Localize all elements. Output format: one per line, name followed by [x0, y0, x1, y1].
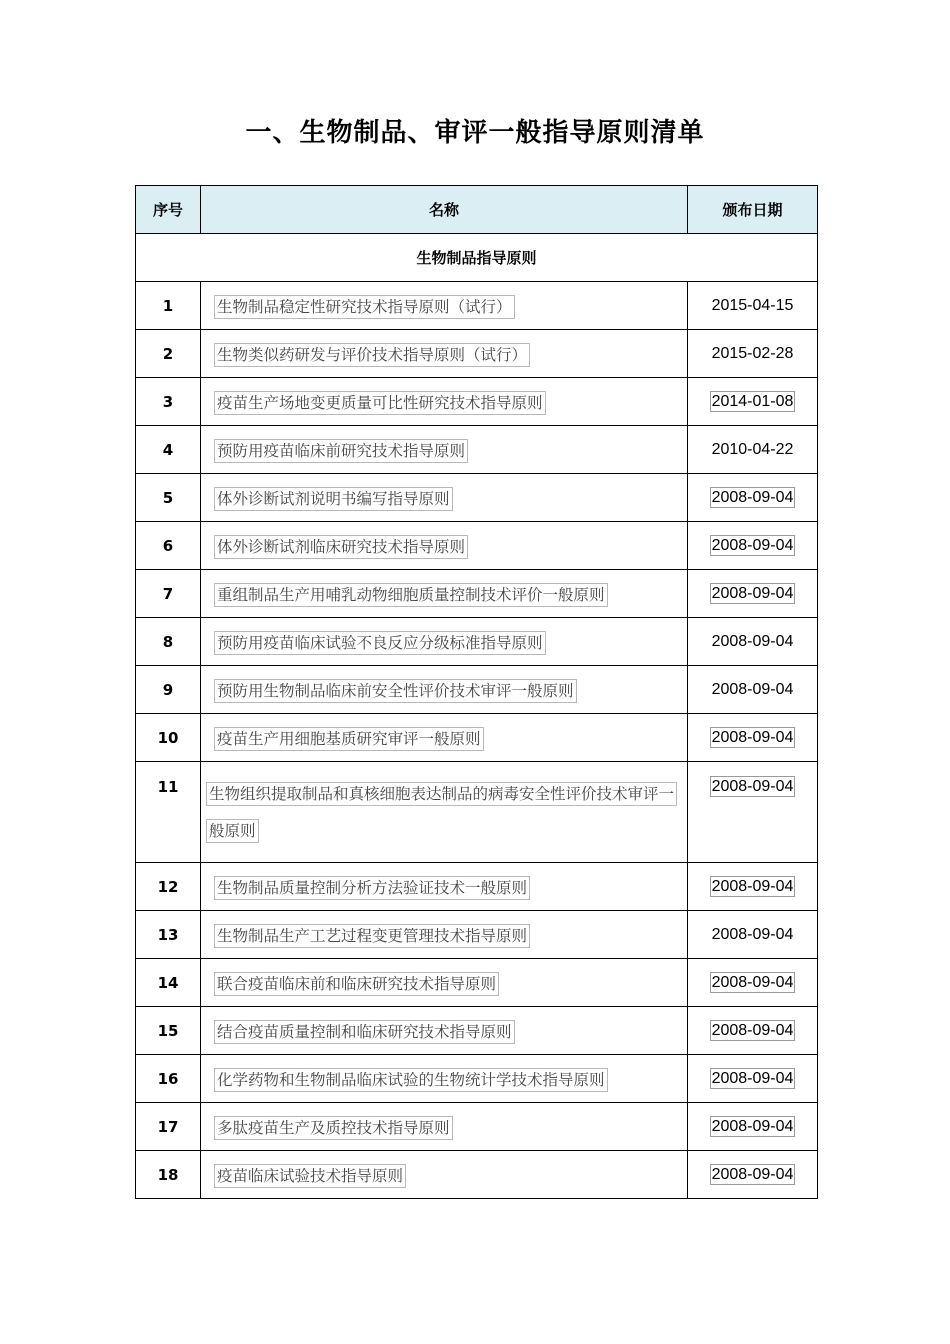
row-date: 2008-09-04	[711, 728, 794, 746]
row-index: 10	[136, 714, 201, 762]
row-date: 2008-09-04	[711, 778, 794, 795]
row-date-cell	[688, 1103, 818, 1151]
row-date-cell	[688, 911, 818, 959]
row-name: 疫苗生产用细胞基质研究审评一般原则	[217, 729, 481, 748]
row-name-cell	[201, 1007, 688, 1055]
row-name: 生物制品生产工艺过程变更管理技术指导原则	[217, 926, 528, 945]
row-index: 2	[136, 330, 201, 378]
row-name: 化学药物和生物制品临床试验的生物统计学技术指导原则	[217, 1070, 605, 1089]
row-name-cell	[201, 330, 688, 378]
row-index: 15	[136, 1007, 201, 1055]
row-name: 生物类似药研发与评价技术指导原则（试行）	[217, 345, 528, 364]
row-name-cell	[201, 666, 688, 714]
page-title: 一、生物制品、审评一般指导原则清单	[245, 118, 705, 148]
row-date-cell	[688, 666, 818, 714]
table-row	[136, 378, 818, 426]
row-index: 13	[136, 911, 201, 959]
row-date: 2008-09-04	[711, 1069, 794, 1087]
row-name-cell	[201, 762, 688, 863]
row-date-cell	[688, 762, 818, 863]
row-index: 7	[136, 570, 201, 618]
row-date: 2008-09-04	[711, 632, 794, 650]
row-name-cell	[201, 1103, 688, 1151]
row-date: 2008-09-04	[711, 1165, 794, 1183]
row-name: 疫苗生产场地变更质量可比性研究技术指导原则	[217, 393, 543, 412]
row-name: 重组制品生产用哺乳动物细胞质量控制技术评价一般原则	[217, 585, 605, 604]
row-date: 2008-09-04	[711, 536, 794, 554]
row-index: 5	[136, 474, 201, 522]
table-row	[136, 714, 818, 762]
row-name-cell	[201, 618, 688, 666]
row-name-cell	[201, 378, 688, 426]
row-date-cell	[688, 522, 818, 570]
row-name-cell	[201, 522, 688, 570]
row-date-cell	[688, 474, 818, 522]
row-date-cell	[688, 959, 818, 1007]
row-date-cell	[688, 378, 818, 426]
table-row	[136, 863, 818, 911]
table-header-row	[136, 186, 818, 234]
header-name: 名称	[201, 186, 688, 234]
row-name-cell	[201, 282, 688, 330]
table-row	[136, 911, 818, 959]
row-date: 2014-01-08	[711, 392, 794, 410]
header-date: 颁布日期	[688, 186, 818, 234]
table-row	[136, 1055, 818, 1103]
row-index: 12	[136, 863, 201, 911]
table-row	[136, 762, 818, 863]
row-date: 2010-04-22	[711, 440, 794, 458]
table-row	[136, 570, 818, 618]
row-name-cell	[201, 426, 688, 474]
row-name-cell	[201, 911, 688, 959]
row-index: 17	[136, 1103, 201, 1151]
row-date-cell	[688, 570, 818, 618]
row-name: 预防用疫苗临床前研究技术指导原则	[217, 441, 466, 460]
section-title: 生物制品指导原则	[136, 234, 818, 282]
row-name: 结合疫苗质量控制和临床研究技术指导原则	[217, 1022, 512, 1041]
row-index: 18	[136, 1151, 201, 1199]
row-date: 2008-09-04	[711, 1021, 794, 1039]
row-name: 体外诊断试剂临床研究技术指导原则	[217, 537, 466, 556]
row-date: 2008-09-04	[711, 584, 794, 602]
row-name: 疫苗临床试验技术指导原则	[217, 1166, 404, 1185]
row-date: 2008-09-04	[711, 488, 794, 506]
row-date-cell	[688, 863, 818, 911]
row-date: 2008-09-04	[711, 925, 794, 943]
row-date: 2008-09-04	[711, 877, 794, 895]
row-name: 多肽疫苗生产及质控技术指导原则	[217, 1118, 450, 1137]
table-row	[136, 1151, 818, 1199]
table-row	[136, 618, 818, 666]
header-index: 序号	[136, 186, 201, 234]
table-row	[136, 474, 818, 522]
row-name: 联合疫苗临床前和临床研究技术指导原则	[217, 974, 497, 993]
row-name-cell	[201, 1055, 688, 1103]
row-index: 6	[136, 522, 201, 570]
section-row	[136, 234, 818, 282]
row-index: 3	[136, 378, 201, 426]
row-name: 生物制品质量控制分析方法验证技术一般原则	[217, 878, 528, 897]
table-row	[136, 330, 818, 378]
row-index: 16	[136, 1055, 201, 1103]
row-index: 4	[136, 426, 201, 474]
row-name: 体外诊断试剂说明书编写指导原则	[217, 489, 450, 508]
row-index: 14	[136, 959, 201, 1007]
row-date: 2008-09-04	[711, 680, 794, 698]
table-row	[136, 426, 818, 474]
row-date-cell	[688, 618, 818, 666]
row-name-cell	[201, 959, 688, 1007]
row-date-cell	[688, 1007, 818, 1055]
row-index: 9	[136, 666, 201, 714]
table-row	[136, 666, 818, 714]
table-row	[136, 1007, 818, 1055]
row-date-cell	[688, 1151, 818, 1199]
row-index: 1	[136, 282, 201, 330]
row-date: 2015-02-28	[711, 344, 794, 362]
row-name-cell	[201, 474, 688, 522]
row-name-cell	[201, 1151, 688, 1199]
row-date: 2008-09-04	[711, 1117, 794, 1135]
row-index: 11	[136, 762, 201, 863]
row-name: 生物组织提取制品和真核细胞表达制品的病毒安全性评价技术审评一般原则	[209, 785, 675, 840]
row-date-cell	[688, 1055, 818, 1103]
row-date-cell	[688, 426, 818, 474]
row-name: 预防用生物制品临床前安全性评价技术审评一般原则	[217, 681, 574, 700]
table-row	[136, 959, 818, 1007]
row-name-cell	[201, 863, 688, 911]
row-index: 8	[136, 618, 201, 666]
row-name: 预防用疫苗临床试验不良反应分级标准指导原则	[217, 633, 543, 652]
table-row	[136, 522, 818, 570]
row-date-cell	[688, 282, 818, 330]
row-date: 2008-09-04	[711, 973, 794, 991]
row-name-cell	[201, 570, 688, 618]
row-name: 生物制品稳定性研究技术指导原则（试行）	[217, 297, 512, 316]
row-date: 2015-04-15	[711, 296, 794, 314]
row-date-cell	[688, 330, 818, 378]
table-row	[136, 282, 818, 330]
table-row	[136, 1103, 818, 1151]
row-date-cell	[688, 714, 818, 762]
row-name-cell	[201, 714, 688, 762]
guideline-table	[135, 185, 818, 1199]
